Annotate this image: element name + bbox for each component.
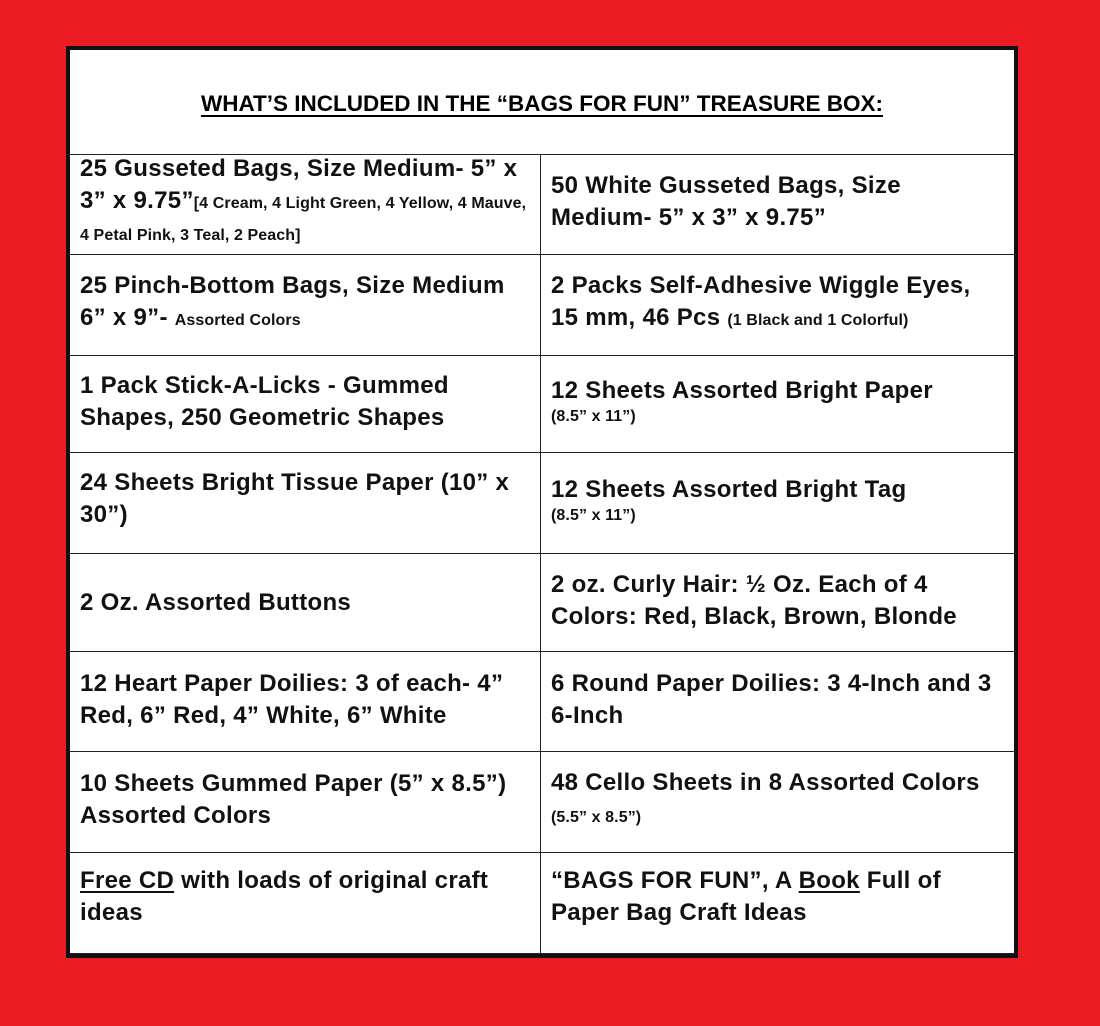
table-cell bbox=[541, 752, 1014, 852]
table-cell bbox=[541, 652, 1014, 751]
book-link[interactable]: Book bbox=[798, 867, 860, 894]
item-detail: (5.5” x 8.5”) bbox=[551, 808, 642, 826]
table-row bbox=[70, 652, 1014, 752]
title-row bbox=[70, 50, 1014, 155]
table-cell bbox=[70, 453, 541, 553]
page-title: WHAT’S INCLUDED IN THE “BAGS FOR FUN” TREASURE BOX: bbox=[200, 91, 884, 116]
item-detail: (8.5” x 11”) bbox=[551, 507, 636, 524]
item-text: 48 Cello Sheets in 8 Assorted Colors bbox=[551, 768, 980, 796]
item-text: 6 Round Paper Doilies: 3 4-Inch and 3 6-Inch bbox=[551, 669, 992, 729]
item-text: “BAGS FOR FUN”, A bbox=[551, 867, 799, 894]
table-row bbox=[70, 255, 1014, 356]
table-cell bbox=[70, 752, 541, 852]
item-text: 24 Sheets Bright Tissue Paper (10” x 30”) bbox=[80, 469, 510, 528]
table-row bbox=[70, 155, 1014, 255]
item-text: 10 Sheets Gummed Paper (5” x 8.5”) Assorted Colors bbox=[80, 770, 507, 829]
item-text: 50 White Gusseted Bags, Size Medium- 5” x 3” x 9.75” bbox=[551, 171, 901, 231]
table-row bbox=[70, 453, 1014, 554]
item-text: 2 Oz. Assorted Buttons bbox=[80, 588, 352, 616]
item-text: with loads of original craft ideas bbox=[80, 867, 489, 926]
item-text: 25 Gusseted Bags, Size Medium- 5” x 3” x 9.75” bbox=[80, 154, 518, 214]
table-cell bbox=[541, 155, 1014, 254]
table-cell bbox=[541, 554, 1014, 651]
table-row bbox=[70, 554, 1014, 652]
table-cell bbox=[70, 853, 541, 953]
item-text: Full of Paper Bag Craft Ideas bbox=[551, 867, 941, 926]
table-row bbox=[70, 853, 1014, 954]
contents-table bbox=[70, 155, 1014, 954]
table-row bbox=[70, 356, 1014, 453]
table-cell bbox=[541, 255, 1014, 355]
contents-card bbox=[66, 46, 1018, 958]
item-text: 2 oz. Curly Hair: ½ Oz. Each of 4 Colors: Red, Black, Brown, Blonde bbox=[551, 570, 957, 630]
item-text: 12 Sheets Assorted Bright Paper bbox=[551, 377, 933, 404]
item-text: 12 Heart Paper Doilies: 3 of each- 4” Red, 6” Red, 4” White, 6” White bbox=[80, 669, 504, 729]
item-detail: Assorted Colors bbox=[174, 311, 301, 329]
table-cell bbox=[70, 255, 541, 355]
table-cell bbox=[541, 453, 1014, 553]
table-cell bbox=[70, 155, 541, 254]
item-text: 1 Pack Stick-A-Licks - Gummed Shapes, 250 Geometric Shapes bbox=[80, 372, 449, 431]
item-text: 2 Packs Self-Adhesive Wiggle Eyes, 15 mm, 46 Pcs bbox=[551, 271, 971, 331]
table-cell bbox=[70, 356, 541, 452]
table-cell bbox=[70, 652, 541, 751]
item-detail: [4 Cream, 4 Light Green, 4 Yellow, 4 Mauve, 4 Petal Pink, 3 Teal, 2 Peach] bbox=[80, 194, 527, 244]
item-text: 25 Pinch-Bottom Bags, Size Medium 6” x 9”- bbox=[80, 271, 505, 331]
item-text: 12 Sheets Assorted Bright Tag bbox=[551, 476, 907, 503]
table-cell bbox=[541, 853, 1014, 953]
item-detail: (8.5” x 11”) bbox=[551, 408, 636, 425]
item-detail: (1 Black and 1 Colorful) bbox=[727, 311, 909, 329]
table-row bbox=[70, 752, 1014, 853]
free-cd-link[interactable]: Free CD bbox=[80, 867, 175, 894]
table-cell bbox=[70, 554, 541, 651]
table-cell bbox=[541, 356, 1014, 452]
